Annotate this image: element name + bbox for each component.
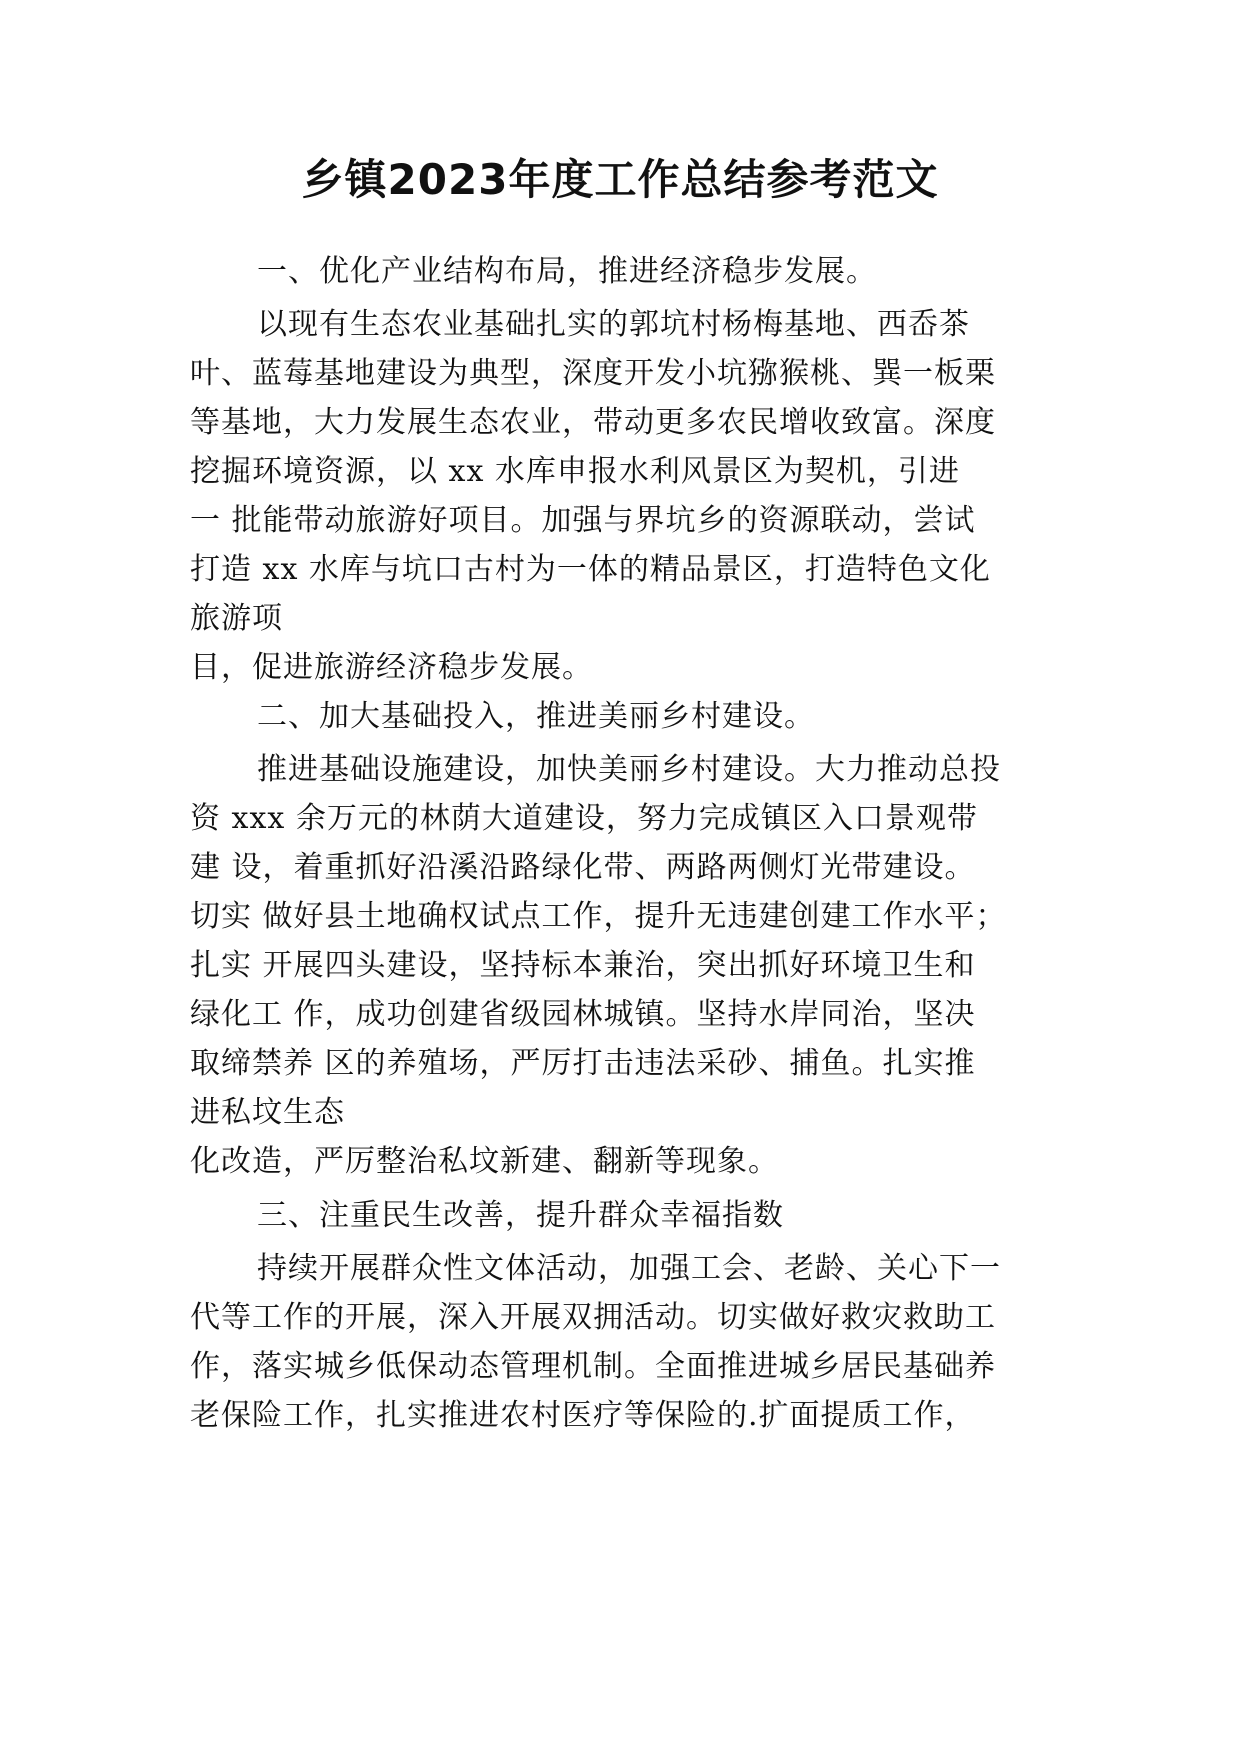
section-heading-2: 二、加大基础投入，推进美丽乡村建设。 [257,699,815,734]
body-line: 建 设，着重抓好沿溪沿路绿化带、两路两侧灯光带建设。 [190,850,976,885]
body-line: 持续开展群众性文体活动，加强工会、老龄、关心下一 [257,1251,1001,1286]
body-line: 老保险工作，扎实推进农村医疗等保险的.扩面提质工作， [190,1398,976,1433]
body-line: 挖掘环境资源，以 xx 水库申报水利风景区为契机，引进 [190,454,960,489]
body-line: 取缔禁养 区的养殖场，严厉打击违法采砂、捕鱼。扎实推 [190,1046,976,1081]
body-line: 打造 xx 水库与坑口古村为一体的精品景区，打造特色文化 [190,552,991,587]
body-line: 绿化工 作，成功创建省级园林城镇。坚持水岸同治，坚决 [190,997,976,1032]
body-line: 作，落实城乡低保动态管理机制。全面推进城乡居民基础养 [190,1349,996,1384]
body-line: 以现有生态农业基础扎实的郭坑村杨梅基地、西岙茶 [257,307,970,342]
body-line: 代等工作的开展，深入开展双拥活动。切实做好救灾救助工 [190,1300,996,1335]
body-line: 资 xxx 余万元的林荫大道建设，努力完成镇区入口景观带 [190,801,978,836]
body-line: 化改造，严厉整治私坟新建、翻新等现象。 [190,1144,779,1179]
body-line: 进私坟生态 [190,1095,345,1130]
body-line: 叶、蓝莓基地建设为典型，深度开发小坑猕猴桃、巽一板栗 [190,356,996,391]
document-title: 乡镇2023年度工作总结参考范文 [301,155,939,204]
body-line: 旅游项 [190,601,283,636]
section-heading-1: 一、优化产业结构布局，推进经济稳步发展。 [257,254,877,289]
body-line: 等基地，大力发展生态农业，带动更多农民增收致富。深度 [190,405,996,440]
body-line: 一 批能带动旅游好项目。加强与界坑乡的资源联动，尝试 [190,503,976,538]
body-line: 目，促进旅游经济稳步发展。 [190,650,593,685]
body-line: 扎实 开展四头建设，坚持标本兼治，突出抓好环境卫生和 [190,948,976,983]
body-line: 推进基础设施建设，加快美丽乡村建设。大力推动总投 [257,752,1001,787]
body-line: 切实 做好县土地确权试点工作，提升无违建创建工作水平； [190,899,1007,934]
section-heading-3: 三、注重民生改善，提升群众幸福指数 [257,1198,784,1233]
